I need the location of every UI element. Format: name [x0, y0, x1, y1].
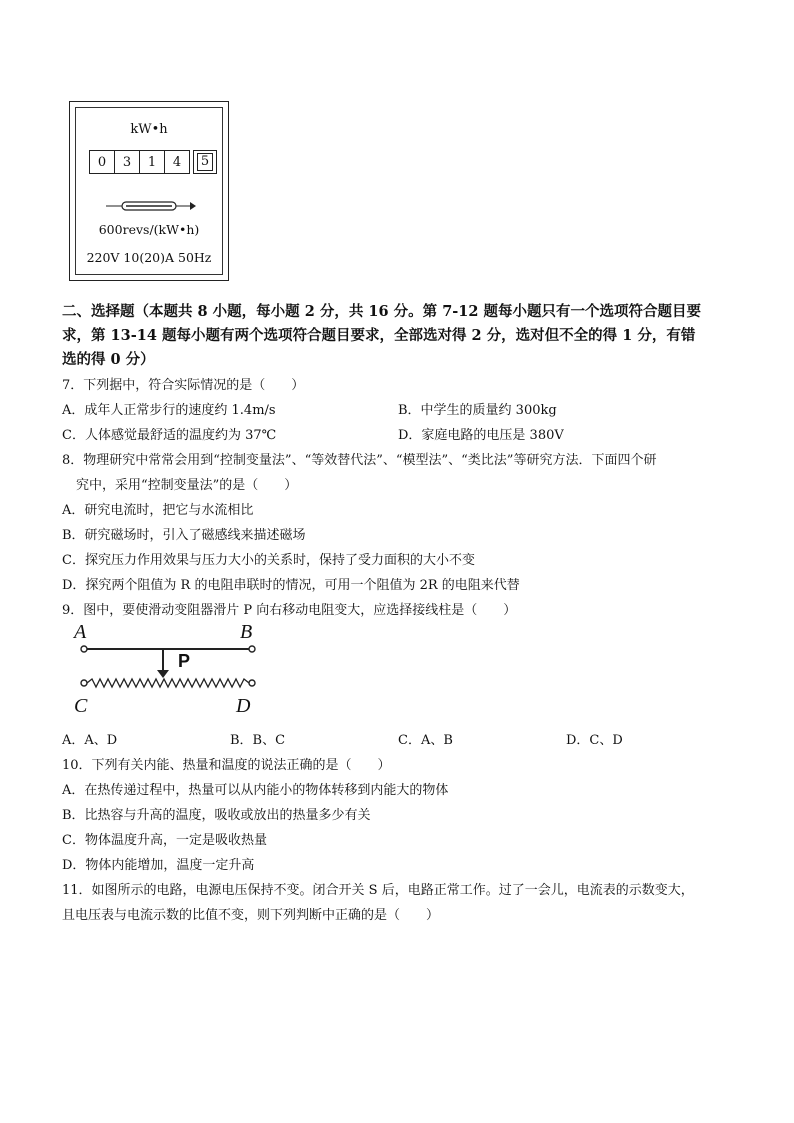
section-heading-line2: 求，第 13-14 题每小题有两个选项符合题目要求，全部选对得 2 分，选对但不全的得 1 分，有错 — [62, 327, 696, 344]
section-heading-line1: 二、选择题（本题共 8 小题，每小题 2 分，共 16 分。第 7-12 题每小题只有一个选项符合题目要 — [62, 303, 702, 320]
q9-option-d: D．C、D — [566, 733, 623, 748]
terminal-d — [249, 680, 255, 686]
meter-unit: kW•h — [130, 122, 168, 137]
terminal-a-label: A — [74, 621, 87, 643]
q10-option-d: D．物体内能增加，温度一定升高 — [62, 858, 255, 873]
terminal-d-label: D — [236, 695, 251, 717]
resistance-coil — [87, 679, 249, 687]
meter-revolutions: 600revs/(kW•h) — [98, 222, 200, 237]
q9-option-b: B．B、C — [230, 733, 286, 748]
meter-digit-decimal-value: 5 — [197, 153, 213, 171]
q10-option-a: A．在热传递过程中，热量可以从内能小的物体转移到内能大的物体 — [62, 783, 449, 798]
meter-digits — [89, 150, 216, 174]
q9-stem: 9．图中，要使滑动变阻器滑片 P 向右移动电阻变大，应选择接线柱是（ ） — [62, 603, 517, 618]
q9-option-a: A．A、D — [62, 733, 118, 748]
terminal-a — [81, 646, 87, 652]
meter-digit: 0 — [89, 150, 115, 174]
slider-arrow-icon — [157, 670, 169, 678]
terminal-b-label: B — [240, 621, 253, 643]
meter-disk-icon — [106, 196, 196, 216]
q8-stem-line1: 8．物理研究中常常会用到“控制变量法”、“等效替代法”、“模型法”、“类比法”等研究方法．下面四个研 — [62, 453, 657, 468]
terminal-c — [81, 680, 87, 686]
q11-stem-line2: 且电压表与电流示数的比值不变，则下列判断中正确的是（ ） — [62, 908, 440, 923]
meter-spec: 220V 10(20)A 50Hz — [86, 250, 212, 265]
q8-option-d: D．探究两个阻值为 R 的电阻串联时的情况，可用一个阻值为 2R 的电阻来代替 — [62, 578, 520, 593]
section-heading-line3: 选的得 0 分） — [62, 351, 155, 368]
q10-stem: 10．下列有关内能、热量和温度的说法正确的是（ ） — [62, 758, 391, 773]
meter-digit-decimal — [193, 150, 217, 174]
q10-option-c: C．物体温度升高，一定是吸收热量 — [62, 833, 267, 848]
meter-digit: 1 — [139, 150, 165, 174]
terminal-b — [249, 646, 255, 652]
meter-digit: 4 — [164, 150, 190, 174]
q7-option-b: B．中学生的质量约 300kg — [398, 403, 557, 418]
q7-option-d: D．家庭电路的电压是 380V — [398, 428, 564, 443]
q8-option-a: A．研究电流时，把它与水流相比 — [62, 503, 254, 518]
terminal-c-label: C — [74, 695, 88, 717]
q8-option-b: B．研究磁场时，引入了磁感线来描述磁场 — [62, 528, 306, 543]
q8-stem-line2: 究中，采用“控制变量法”的是（ ） — [76, 478, 298, 493]
q7-option-a: A．成年人正常步行的速度约 1.4m/s — [62, 403, 276, 418]
electricity-meter-figure — [69, 101, 229, 281]
meter-panel — [75, 107, 223, 275]
q10-option-b: B．比热容与升高的温度，吸收或放出的热量多少有关 — [62, 808, 371, 823]
q7-stem: 7．下列据中，符合实际情况的是（ ） — [62, 378, 305, 393]
q8-option-c: C．探究压力作用效果与压力大小的关系时，保持了受力面积的大小不变 — [62, 553, 475, 568]
q7-option-c: C．人体感觉最舒适的温度约为 37℃ — [62, 428, 277, 443]
rheostat-figure — [70, 620, 270, 720]
meter-digit: 3 — [114, 150, 140, 174]
q9-option-c: C．A、B — [398, 733, 453, 748]
slider-p-label: P — [178, 651, 191, 671]
q11-stem-line1: 11．如图所示的电路，电源电压保持不变。闭合开关 S 后，电路正常工作。过了一会儿，电流表的示数变大， — [62, 883, 694, 898]
